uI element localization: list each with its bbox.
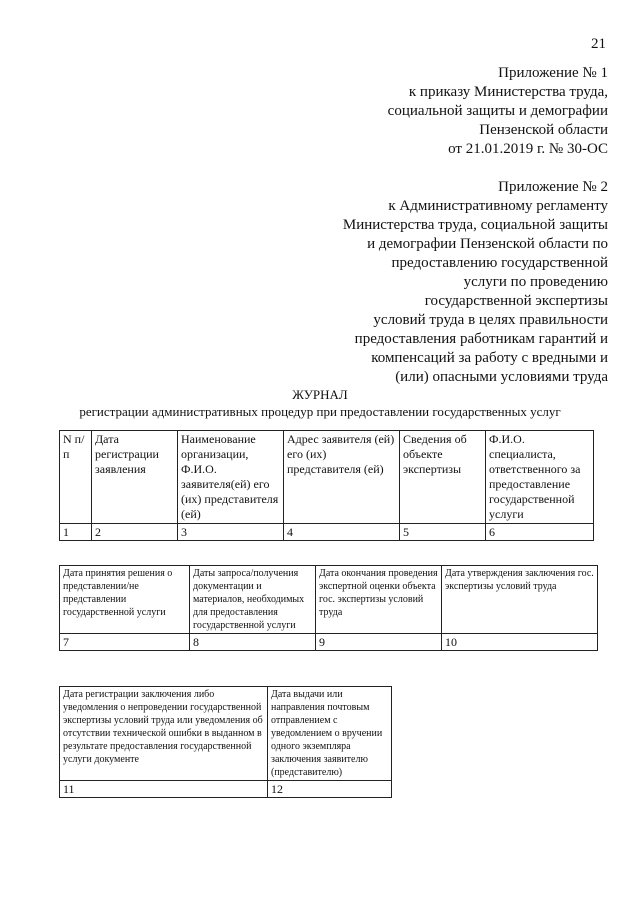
page-number: 21 bbox=[591, 36, 606, 52]
table-header-cell: Дата принятия решения о представлении/не представлении государственной услуги bbox=[60, 566, 190, 634]
journal-table-1 bbox=[59, 430, 594, 541]
appendix-2-line: и демографии Пензенской области по bbox=[367, 236, 608, 252]
appendix-2-line: Министерства труда, социальной защиты bbox=[342, 217, 608, 233]
journal-heading bbox=[0, 386, 640, 420]
appendix-1-block bbox=[388, 64, 608, 159]
appendix-2-line: компенсаций за работу с вредными и bbox=[371, 350, 608, 366]
appendix-2-line: услуги по проведению bbox=[463, 274, 608, 290]
column-number-cell: 5 bbox=[400, 524, 486, 541]
column-number-cell: 3 bbox=[178, 524, 284, 541]
journal-table-3 bbox=[59, 686, 392, 798]
table-header-cell: Дата выдачи или направления почтовым отправлением с уведомлением о вручении одного экземпляра заключения заявителю (представителю) bbox=[268, 687, 392, 781]
column-number-cell: 2 bbox=[92, 524, 178, 541]
table-header-cell: Сведения об объекте экспертизы bbox=[400, 431, 486, 524]
column-number-cell: 9 bbox=[316, 634, 442, 651]
appendix-2-line: к Административному регламенту bbox=[388, 198, 608, 214]
appendix-1-line: Приложение № 1 bbox=[498, 65, 608, 81]
table-header-row bbox=[60, 431, 594, 524]
appendix-2-line: предоставления работникам гарантий и bbox=[354, 331, 608, 347]
column-number-cell: 4 bbox=[284, 524, 400, 541]
appendix-2-line: предоставлению государственной bbox=[391, 255, 608, 271]
column-number-row bbox=[60, 634, 598, 651]
appendix-2-line: (или) опасными условиями труда bbox=[395, 369, 608, 385]
table-header-cell: Дата регистрации заявления bbox=[92, 431, 178, 524]
table-header-cell: N п/п bbox=[60, 431, 92, 524]
column-number-cell: 6 bbox=[486, 524, 594, 541]
table-header-cell: Ф.И.О. специалиста, ответственного за предоставление государственной услуги bbox=[486, 431, 594, 524]
column-number-cell: 8 bbox=[190, 634, 316, 651]
table-header-cell: Адрес заявителя (ей) его (их) представителя (ей) bbox=[284, 431, 400, 524]
appendix-2-line: государственной экспертизы bbox=[424, 293, 608, 309]
table-header-cell: Наименование организации, Ф.И.О. заявителя(ей) его (их) представителя (ей) bbox=[178, 431, 284, 524]
appendix-1-line: к приказу Министерства труда, bbox=[408, 84, 608, 100]
table-header-cell: Даты запроса/получения документации и материалов, необходимых для предоставления государственной услуги bbox=[190, 566, 316, 634]
appendix-2-line: условий труда в целях правильности bbox=[373, 312, 608, 328]
table-header-cell: Дата утверждения заключения гос. экспертизы условий труда bbox=[442, 566, 598, 634]
appendix-1-line: Пензенской области bbox=[479, 122, 608, 138]
column-number-row bbox=[60, 524, 594, 541]
appendix-1-line: от 21.01.2019 г. № 30-ОС bbox=[448, 141, 608, 157]
column-number-cell: 10 bbox=[442, 634, 598, 651]
journal-subtitle: регистрации административных процедур при предоставлении государственных услуг bbox=[79, 404, 561, 419]
column-number-cell: 11 bbox=[60, 781, 268, 798]
journal-title: ЖУРНАЛ bbox=[292, 387, 348, 402]
column-number-row bbox=[60, 781, 392, 798]
appendix-1-line: социальной защиты и демографии bbox=[387, 103, 608, 119]
column-number-cell: 12 bbox=[268, 781, 392, 798]
appendix-2-block bbox=[343, 178, 608, 387]
table-header-row bbox=[60, 687, 392, 781]
column-number-cell: 7 bbox=[60, 634, 190, 651]
table-header-row bbox=[60, 566, 598, 634]
table-header-cell: Дата окончания проведения экспертной оценки объекта гос. экспертизы условий труда bbox=[316, 566, 442, 634]
appendix-2-line: Приложение № 2 bbox=[498, 179, 608, 195]
column-number-cell: 1 bbox=[60, 524, 92, 541]
table-header-cell: Дата регистрации заключения либо уведомления о непроведении государственной экспертизы условий труда или уведомления об отсутствии технической ошибки в выданном в результате предоставления государственной услуги документе bbox=[60, 687, 268, 781]
journal-table-2 bbox=[59, 565, 598, 651]
